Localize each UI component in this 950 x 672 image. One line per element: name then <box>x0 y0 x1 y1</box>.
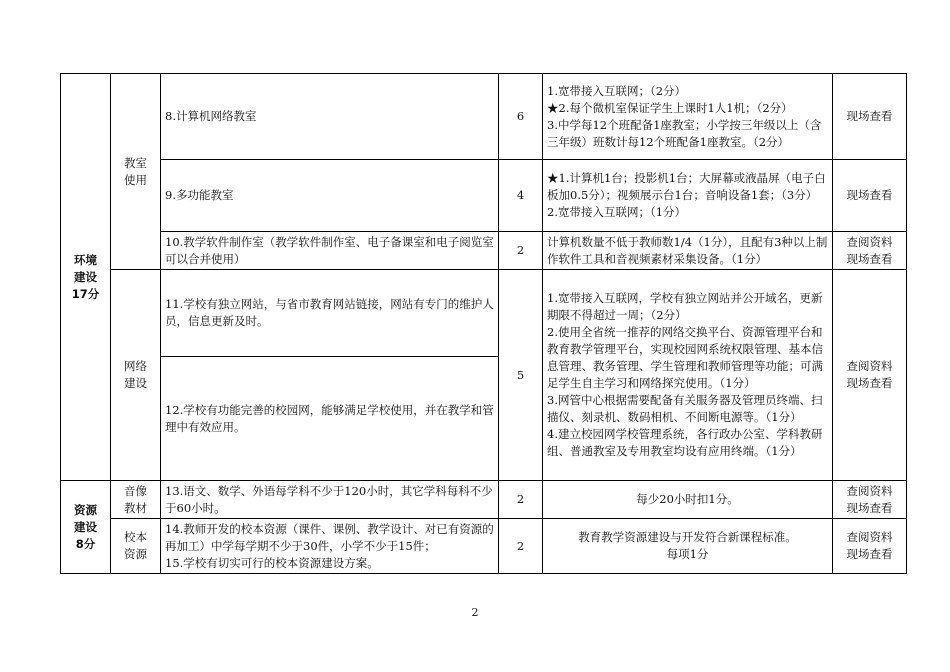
score-cell: 6 <box>499 74 543 160</box>
method-cell: 现场查看 <box>833 160 907 232</box>
score-cell: 2 <box>499 232 543 270</box>
score-cell: 2 <box>499 519 543 574</box>
table-row <box>61 160 907 232</box>
table-row <box>61 232 907 270</box>
item-text: 10.教学软件制作室（教学软件制作室、电子备课室和电子阅览室可以合并使用） <box>161 232 499 270</box>
subcategory-classroom: 教室 使用 <box>111 74 161 270</box>
criteria-cell: 1.宽带接入互联网，学校有独立网站并公开域名，更新期限不得超过一周；（2分） 2.使用全省统一推荐的网络交换平台、资源管理平台和教育教学管理平台，实现校园网系统权限管理、基本信息管理、教务管理、学生管理和教师管理等功能；可满足学生自主学习和网络探究使用。（1分） 3.网管中心根据需要配备有关服务器及管理员终端、扫描仪、刻录机、数码相机、不间断电源等。（1分） 4.建立校园网学校管理系统，各行政办公室、学科教研组、普通教室及专用教室均设有应用终端。（1分） <box>543 270 833 481</box>
method-cell: 现场查看 <box>833 74 907 160</box>
subcategory-network: 网络 建设 <box>111 270 161 481</box>
subcategory-school-resources: 校本 资源 <box>111 519 161 574</box>
category-environment: 环境 建设 17分 <box>61 74 111 481</box>
table-row <box>61 519 907 574</box>
score-cell: 4 <box>499 160 543 232</box>
table-row <box>61 270 907 357</box>
item-text: 14.教师开发的校本资源（课件、课例、教学设计、对已有资源的再加工）中学每学期不少于30件，小学不少于15件； 15.学校有切实可行的校本资源建设方案。 <box>161 519 499 574</box>
item-text: 13.语文、数学、外语每学科不少于120小时，其它学科每科不少于60小时。 <box>161 481 499 519</box>
table-row <box>61 481 907 519</box>
score-cell: 2 <box>499 481 543 519</box>
criteria-cell: 每少20小时扣1分。 <box>543 481 833 519</box>
category-resources: 资源 建设 8分 <box>61 481 111 574</box>
table-row <box>61 74 907 160</box>
item-text: 12.学校有功能完善的校园网，能够满足学校使用，并在教学和管理中有效应用。 <box>161 357 499 481</box>
method-cell: 查阅资料 现场查看 <box>833 270 907 481</box>
criteria-cell: 计算机数量不低于教师数1/4（1分），且配有3种以上制作软件工具和音视频素材采集设备。（1分） <box>543 232 833 270</box>
item-text: 9.多功能教室 <box>161 160 499 232</box>
criteria-cell: 教育教学资源建设与开发符合新课程标准。 每项1分 <box>543 519 833 574</box>
item-text: 11.学校有独立网站，与省市教育网站链接，网站有专门的维护人员，信息更新及时。 <box>161 270 499 357</box>
subcategory-av-materials: 音像 教材 <box>111 481 161 519</box>
method-cell: 查阅资料 现场查看 <box>833 481 907 519</box>
score-cell: 5 <box>499 270 543 481</box>
criteria-cell: ★1.计算机1台；投影机1台；大屏幕或液晶屏（电子白板加0.5分）；视频展示台1台；音响设备1套；（3分） 2.宽带接入互联网；（1分） <box>543 160 833 232</box>
page-number: 2 <box>471 606 479 619</box>
item-text: 8.计算机网络教室 <box>161 74 499 160</box>
evaluation-table <box>60 73 907 574</box>
method-cell: 查阅资料 现场查看 <box>833 519 907 574</box>
criteria-cell: 1.宽带接入互联网；（2分） ★2.每个微机室保证学生上课时1人1机；（2分） 3.中学每12个班配备1座教室；小学按三年级以上（含三年级）班数计每12个班配备1座教室。（2分） <box>543 74 833 160</box>
method-cell: 查阅资料 现场查看 <box>833 232 907 270</box>
